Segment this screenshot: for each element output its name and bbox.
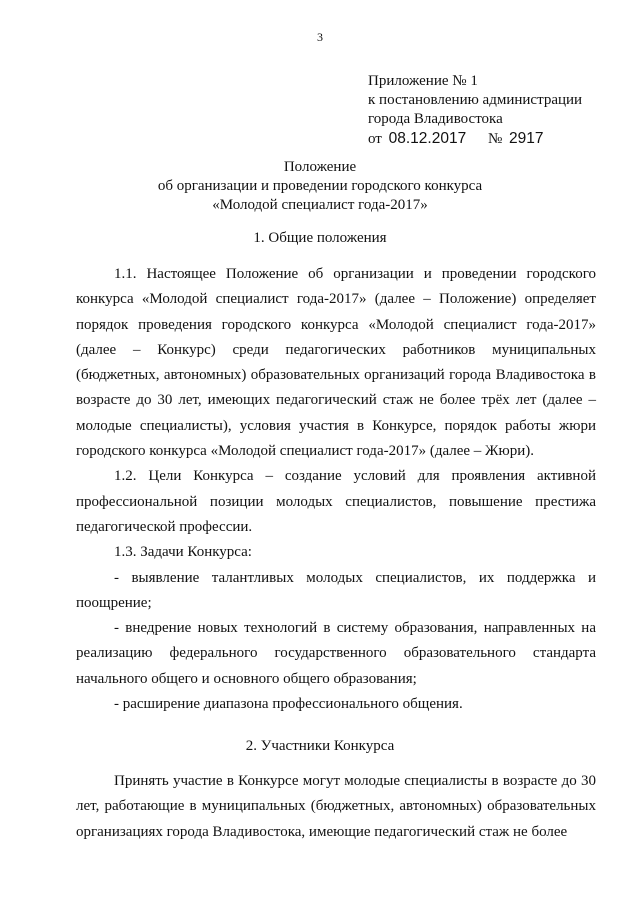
paragraph-2-1: Принять участие в Конкурсе могут молодые специалисты в возрасте до 30 лет, работающие в муниципальных (бюджетных, автономных) образовательных организациях города Владивостока, имеющие педагогический стаж не более [76, 773, 596, 840]
order-number: 2917 [509, 130, 544, 147]
document-title [0, 158, 640, 215]
paragraph-1-2: 1.2. Цели Конкурса – создание условий для проявления активной профессиональной позиции молодых специалистов, повышение престижа педагогической профессии. [76, 468, 596, 535]
appendix-city-line: города Владивостока [368, 111, 503, 127]
section-body-general [76, 262, 596, 717]
paragraph-1-1: 1.1. Настоящее Положение об организации и проведении городского конкурса «Молодой специалист года-2017» (далее – Положение) определяет порядок проведения городского конкурса «Молодой специалист года-2017» (далее – Конкурс) среди педагогических работников муниципальных (бюджетных, автономных) образовательных организаций города Владивостока в возрасте до 30 лет, имеющих педагогический стаж не более трёх лет (далее – молодые специалисты), условия участия в Конкурсе, порядок работы жюри городского конкурса «Молодой специалист года-2017» (далее – Жюри). [76, 266, 596, 460]
task-item-1: - выявление талантливых молодых специалистов, их поддержка и поощрение; [76, 569, 596, 611]
section-heading-general: 1. Общие положения [253, 230, 387, 246]
title-line-1: Положение [283, 159, 357, 175]
appendix-block [368, 72, 628, 149]
order-date: 08.12.2017 [388, 130, 467, 147]
page-number: 3 [317, 30, 323, 44]
appendix-resolution-line: к постановлению администрации [368, 92, 583, 108]
section-heading-participants: 2. Участники Конкурса [245, 738, 395, 754]
task-item-2: - внедрение новых технологий в систему образования, направленных на реализацию федерального государственного образовательного стандарта начального общего и основного общего образования; [76, 620, 596, 687]
title-line-3: «Молодой специалист года-2017» [212, 197, 428, 213]
appendix-title: Приложение № 1 [368, 73, 478, 89]
paragraph-1-3: 1.3. Задачи Конкурса: [114, 544, 252, 561]
title-line-2: об организации и проведении городского конкурса [157, 178, 483, 194]
order-from-label: от [368, 131, 382, 147]
order-number-label: № [487, 131, 503, 147]
appendix-order-line [368, 129, 628, 149]
section-body-participants [76, 769, 596, 845]
task-item-3: - расширение диапазона профессионального общения. [114, 696, 463, 713]
